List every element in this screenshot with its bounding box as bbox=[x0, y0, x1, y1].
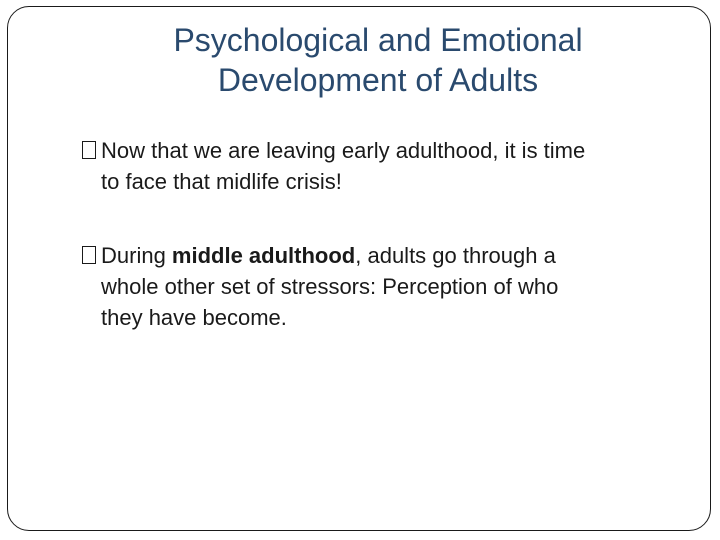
box-bullet-icon bbox=[82, 246, 96, 264]
title-line-1: Psychological and Emotional bbox=[173, 22, 583, 58]
bullet-item bbox=[82, 240, 692, 333]
bullet-line: to face that midlife crisis! bbox=[101, 169, 342, 194]
bullet-line: whole other set of stressors: Perception of who bbox=[101, 274, 559, 299]
bullet-text-segment: During bbox=[101, 243, 172, 268]
title-line-2: Development of Adults bbox=[217, 62, 539, 98]
bullet-line bbox=[101, 240, 692, 271]
bullet-bold-term: middle adulthood bbox=[171, 243, 356, 268]
bullet-text bbox=[82, 135, 692, 197]
bullet-item bbox=[82, 135, 692, 197]
bullet-line: they have become. bbox=[101, 305, 287, 330]
bullet-text-segment: , adults go through a bbox=[355, 243, 556, 268]
bullet-line: Now that we are leaving early adulthood, it is time bbox=[101, 138, 586, 163]
bullet-text bbox=[82, 240, 692, 333]
box-bullet-icon bbox=[82, 141, 96, 159]
